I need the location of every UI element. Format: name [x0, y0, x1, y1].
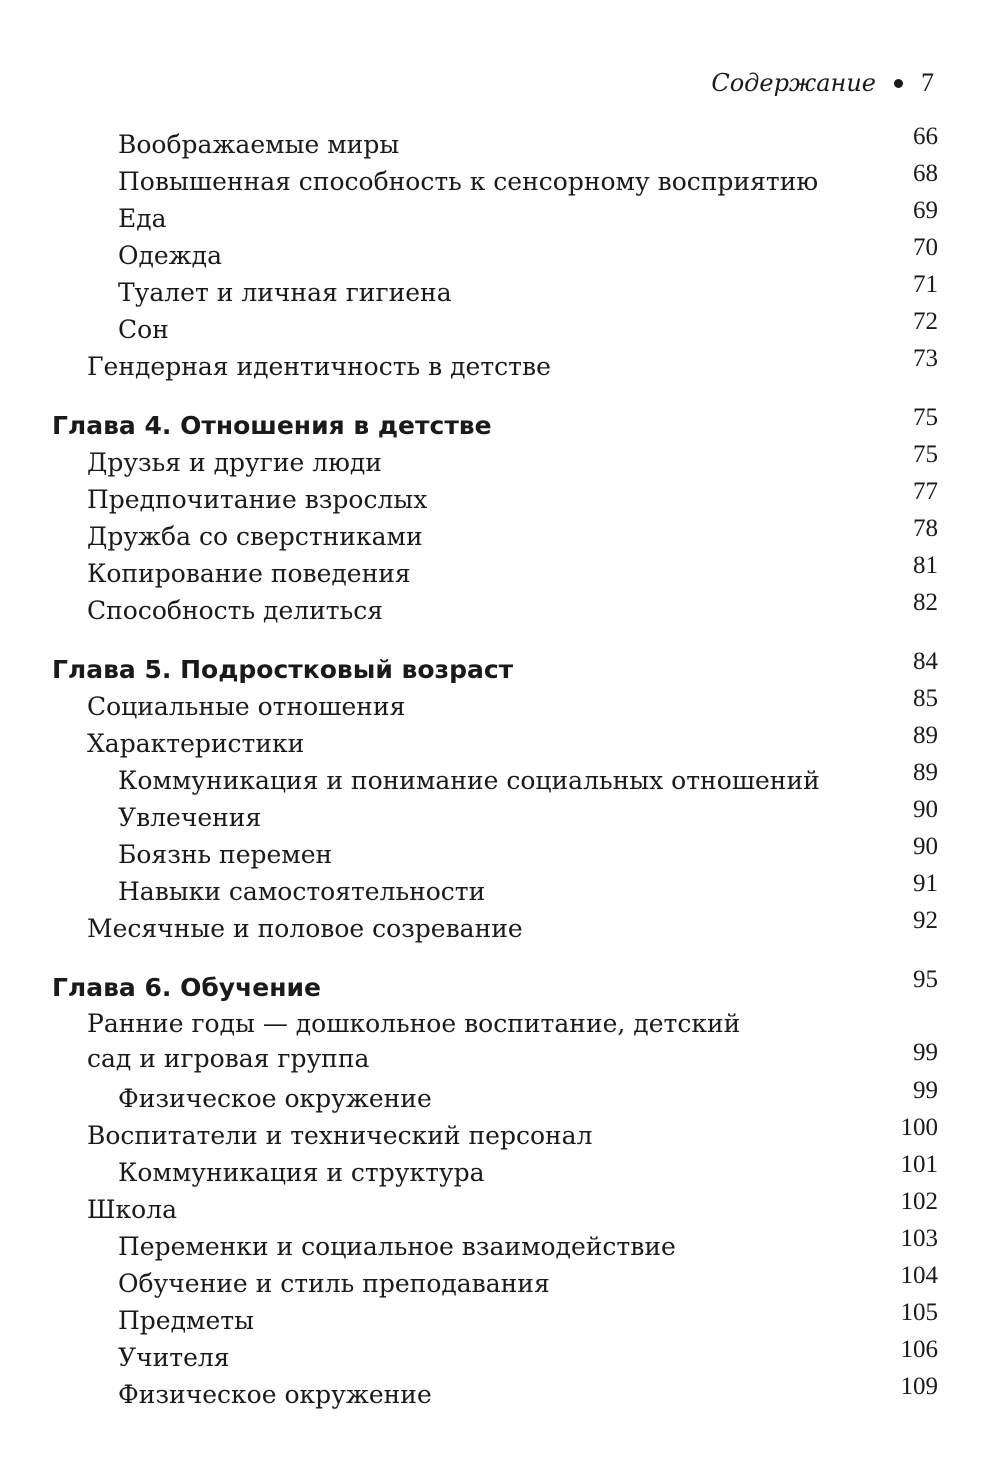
toc-entry-page: 103 [900, 1225, 938, 1252]
toc-entry [0, 870, 1000, 910]
toc-entry-page: 95 [913, 966, 938, 993]
toc-entry-title: Увлечения [118, 803, 262, 832]
toc-entry-page: 106 [900, 1336, 938, 1363]
toc-entry-title: Сон [118, 315, 169, 344]
toc-entry-title: Одежда [118, 241, 222, 270]
toc-entry-page: 73 [913, 345, 938, 372]
toc-entry-page: 70 [913, 234, 938, 261]
toc-entry-title: Глава 6. Обучение [52, 973, 321, 1002]
toc-entry-title: Еда [118, 204, 167, 233]
toc-entry-title: Воображаемые миры [118, 130, 400, 159]
toc-entry [0, 1299, 1000, 1339]
toc-entry-title: Гендерная идентичность в детстве [87, 352, 551, 381]
toc-entry [0, 1151, 1000, 1191]
toc-entry-title: Предпочитание взрослых [87, 485, 428, 514]
toc-entry-page: 89 [913, 722, 938, 749]
toc-entry [0, 685, 1000, 725]
toc-chapter-entry [0, 648, 1000, 688]
toc-entry-page: 101 [900, 1151, 938, 1178]
toc-entry-title: Физическое окружение [118, 1380, 432, 1409]
toc-entry-page: 90 [913, 833, 938, 860]
toc-entry-page: 85 [913, 685, 938, 712]
toc-entry [0, 197, 1000, 237]
toc-entry-title: Характеристики [87, 729, 305, 758]
toc-entry-page: 71 [913, 271, 938, 298]
toc-entry-title: Переменки и социальное взаимодействие [118, 1232, 676, 1261]
toc-entry-page: 75 [913, 441, 938, 468]
toc-entry [0, 1373, 1000, 1413]
toc-entry-page: 68 [913, 160, 938, 187]
toc-entry-page: 109 [900, 1373, 938, 1400]
toc-entry-title: Боязнь перемен [118, 840, 333, 869]
toc-entry-title: Глава 5. Подростковый возраст [52, 655, 514, 684]
toc-chapter-entry [0, 404, 1000, 444]
toc-entry [0, 123, 1000, 163]
toc-entry-page: 78 [913, 515, 938, 542]
toc-entry-title: Учителя [118, 1343, 230, 1372]
toc-entry [0, 589, 1000, 629]
toc-entry [0, 1336, 1000, 1376]
toc-entry [0, 308, 1000, 348]
toc-entry-page: 77 [913, 478, 938, 505]
toc-entry [0, 1262, 1000, 1302]
toc-entry-title: Коммуникация и понимание социальных отношений [118, 766, 820, 795]
toc-entry-title: Месячные и половое созревание [87, 914, 523, 943]
toc-entry-page: 99 [913, 1039, 938, 1066]
toc-entry [0, 1114, 1000, 1154]
toc-entry [0, 552, 1000, 592]
toc-entry-title: Способность делиться [87, 596, 383, 625]
toc-entry [0, 1188, 1000, 1228]
header-section-title: Содержание [711, 69, 876, 97]
toc-entry-title: Ранние годы — дошкольное воспитание, детский сад и игровая группа [87, 1009, 741, 1073]
bullet-icon [894, 79, 903, 88]
toc-entry-page: 75 [913, 404, 938, 431]
toc-entry-page: 90 [913, 796, 938, 823]
toc-entry [0, 722, 1000, 762]
toc-entry-title: Глава 4. Отношения в детстве [52, 411, 492, 440]
toc-entry-page: 66 [913, 123, 938, 150]
toc-entry-page: 102 [900, 1188, 938, 1215]
toc-entry [0, 234, 1000, 274]
toc-entry-title: Физическое окружение [118, 1084, 432, 1113]
toc-entry-page: 104 [900, 1262, 938, 1289]
toc-entry [0, 1006, 1000, 1080]
toc-entry-title: Социальные отношения [87, 692, 406, 721]
toc-entry-title: Предметы [118, 1306, 254, 1335]
toc-entry-page: 99 [913, 1077, 938, 1104]
toc-entry [0, 271, 1000, 311]
toc-entry-title: Коммуникация и структура [118, 1158, 485, 1187]
toc-entry [0, 160, 1000, 200]
toc-entry-title: Туалет и личная гигиена [118, 278, 452, 307]
toc-entry-title: Навыки самостоятельности [118, 877, 486, 906]
toc-entry-page: 100 [900, 1114, 938, 1141]
toc-chapter-entry [0, 966, 1000, 1006]
toc-entry [0, 515, 1000, 555]
toc-entry-page: 92 [913, 907, 938, 934]
toc-entry-page: 105 [900, 1299, 938, 1326]
table-of-contents [0, 123, 1000, 1413]
toc-entry-page: 84 [913, 648, 938, 675]
toc-entry [0, 833, 1000, 873]
toc-entry [0, 1225, 1000, 1265]
toc-entry [0, 796, 1000, 836]
toc-entry-page: 89 [913, 759, 938, 786]
toc-entry [0, 441, 1000, 481]
toc-entry-page: 81 [913, 552, 938, 579]
toc-entry-page: 72 [913, 308, 938, 335]
toc-entry [0, 478, 1000, 518]
toc-entry-title: Копирование поведения [87, 559, 411, 588]
toc-entry [0, 907, 1000, 947]
toc-entry [0, 345, 1000, 385]
toc-entry-title: Обучение и стиль преподавания [118, 1269, 550, 1298]
toc-entry-page: 69 [913, 197, 938, 224]
toc-entry-page: 82 [913, 589, 938, 616]
toc-entry-title: Повышенная способность к сенсорному восприятию [118, 167, 819, 196]
toc-entry-title: Воспитатели и технический персонал [87, 1121, 593, 1150]
toc-entry-title: Школа [87, 1195, 177, 1224]
toc-entry [0, 1077, 1000, 1117]
running-header [711, 68, 934, 98]
toc-entry-title: Друзья и другие люди [87, 448, 382, 477]
toc-entry-title: Дружба со сверстниками [87, 522, 423, 551]
page-number: 7 [921, 68, 934, 97]
toc-entry-page: 91 [913, 870, 938, 897]
toc-entry [0, 759, 1000, 799]
